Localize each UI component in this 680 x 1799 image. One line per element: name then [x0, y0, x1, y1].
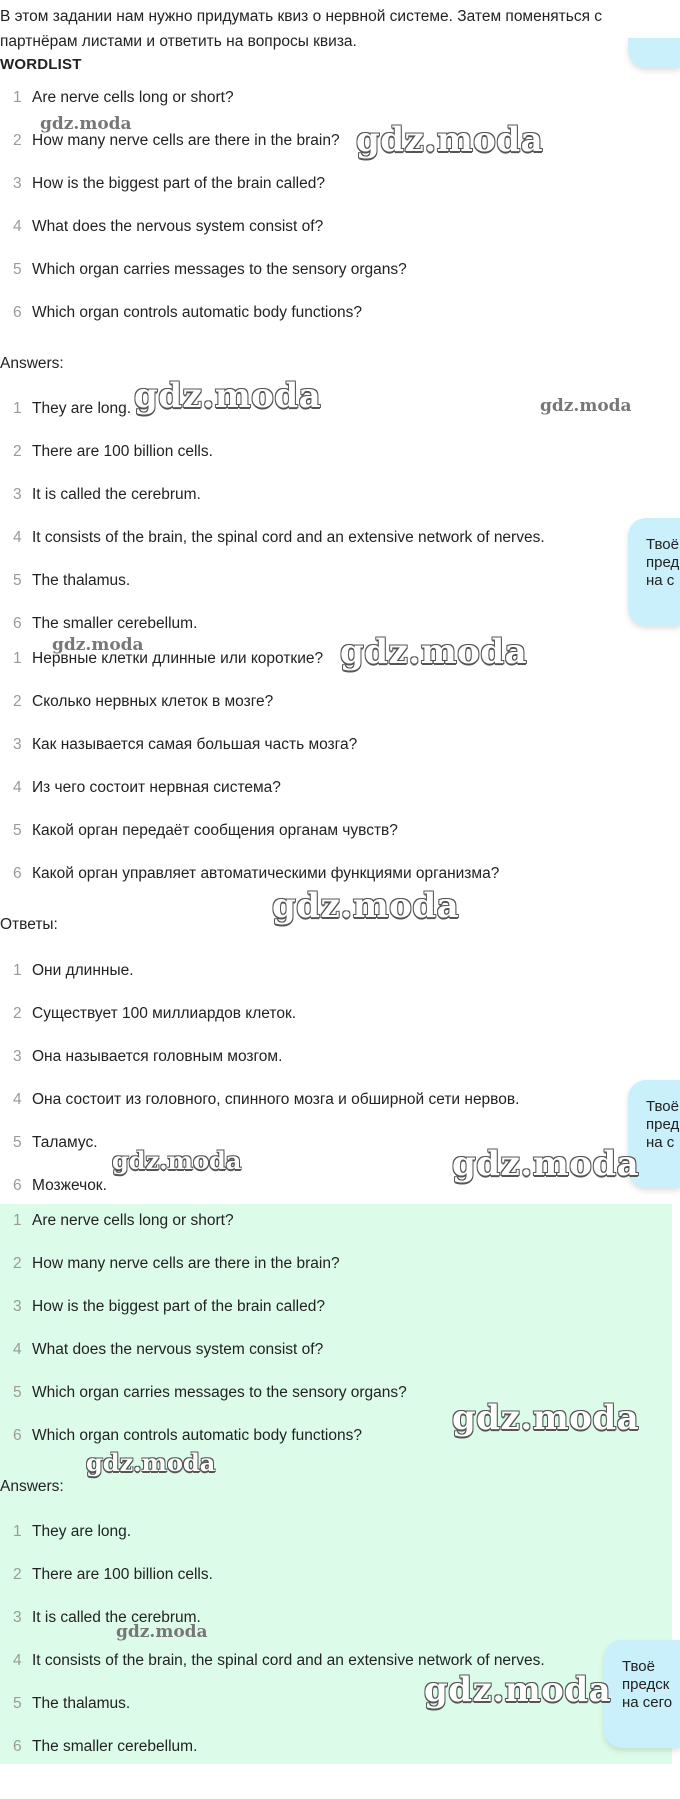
chat-bubble[interactable]	[604, 1640, 680, 1748]
question-item: 4 Из чего состоит нервная система?	[13, 779, 281, 796]
answer-item: 6 The smaller cerebellum.	[13, 1738, 198, 1755]
answer-item: 3 Она называется головным мозгом.	[13, 1048, 283, 1065]
answer-item: 5 The thalamus.	[13, 572, 131, 589]
bubble-text: на с	[646, 572, 675, 589]
watermark: gdz.moda	[116, 1622, 208, 1642]
question-item: 2 Сколько нервных клеток в мозге?	[13, 693, 274, 710]
watermark: gdz.moda	[340, 632, 528, 672]
answer-item: 1 Они длинные.	[13, 962, 134, 979]
answer-item: 2 There are 100 billion cells.	[13, 1566, 213, 1583]
question-item: 5 Which organ carries messages to the sensory organs?	[13, 261, 407, 278]
watermark: gdz.moda	[424, 1670, 612, 1710]
question-item: 1 Are nerve cells long or short?	[13, 89, 234, 106]
answer-item: 3 It is called the cerebrum.	[13, 486, 201, 503]
answer-item: 2 Существует 100 миллиардов клеток.	[13, 1005, 297, 1022]
answer-item: 1 They are long.	[13, 400, 132, 417]
question-item: 6 Какой орган управляет автоматическими функциями организма?	[13, 865, 500, 882]
answer-item: 3 It is called the cerebrum.	[13, 1609, 201, 1626]
answer-item: 6 Мозжечок.	[13, 1177, 107, 1194]
watermark: gdz.moda	[272, 886, 460, 926]
bubble-text: на сего	[622, 1694, 673, 1711]
question-item: 2 How many nerve cells are there in the brain?	[13, 1255, 340, 1272]
question-item: 3 Как называется самая большая часть мозга?	[13, 736, 358, 753]
bubble-text: пред	[646, 1116, 680, 1133]
task-intro: В этом задании нам нужно придумать квиз о нервной системе. Затем поменяться с партнёрам листами и ответить на вопросы квиза.	[0, 8, 603, 50]
wordlist-heading: WORDLIST	[0, 56, 82, 73]
bubble-text: предск	[622, 1676, 670, 1693]
question-item: 3 How is the biggest part of the brain called?	[13, 1298, 325, 1315]
answer-item: 6 The smaller cerebellum.	[13, 615, 198, 632]
answer-item: 5 Таламус.	[13, 1134, 98, 1151]
answer-item: 1 They are long.	[13, 1523, 132, 1540]
question-item: 2 How many nerve cells are there in the brain?	[13, 132, 340, 149]
watermark: gdz.moda	[40, 114, 132, 134]
question-item: 1 Нервные клетки длинные или короткие?	[13, 650, 324, 667]
question-item: 5 Какой орган передаёт сообщения органам чувств?	[13, 822, 398, 839]
question-item: 4 What does the nervous system consist of?	[13, 1341, 324, 1358]
watermark: gdz.moda	[134, 376, 322, 416]
watermark: gdz.moda	[356, 120, 544, 160]
answer-item: 4 It consists of the brain, the spinal cord and an extensive network of nerves.	[13, 1652, 545, 1669]
answers-label: Ответы:	[0, 916, 58, 933]
bubble-text: Твоё	[646, 1098, 679, 1115]
bubble-text: пред	[646, 554, 680, 571]
question-item: 5 Which organ carries messages to the sensory organs?	[13, 1384, 407, 1401]
answer-item: 5 The thalamus.	[13, 1695, 131, 1712]
answer-item: 4 Она состоит из головного, спинного мозга и обширной сети нервов.	[13, 1091, 520, 1108]
chat-bubble[interactable]	[628, 518, 680, 626]
question-item: 6 Which organ controls automatic body functions?	[13, 304, 362, 321]
bubble-text: Твоё	[622, 1658, 655, 1675]
bubble-text: на с	[646, 1134, 675, 1151]
question-item: 6 Which organ controls automatic body functions?	[13, 1427, 362, 1444]
watermark: gdz.moda	[452, 1398, 640, 1438]
watermark: gdz.moda	[540, 396, 632, 416]
bubble-text: Твоё	[646, 536, 679, 553]
question-item: 1 Are nerve cells long or short?	[13, 1212, 234, 1229]
watermark: gdz.moda	[86, 1448, 216, 1477]
chat-bubble-top[interactable]	[628, 38, 680, 68]
answers-label: Answers:	[0, 355, 64, 372]
answers-label: Answers:	[0, 1478, 64, 1495]
watermark: gdz.moda	[52, 635, 144, 655]
answer-item: 2 There are 100 billion cells.	[13, 443, 213, 460]
watermark: gdz.moda	[452, 1144, 640, 1184]
question-item: 4 What does the nervous system consist of?	[13, 218, 324, 235]
answer-item: 4 It consists of the brain, the spinal cord and an extensive network of nerves.	[13, 529, 545, 546]
question-item: 3 How is the biggest part of the brain called?	[13, 175, 325, 192]
watermark: gdz.moda	[112, 1146, 242, 1175]
